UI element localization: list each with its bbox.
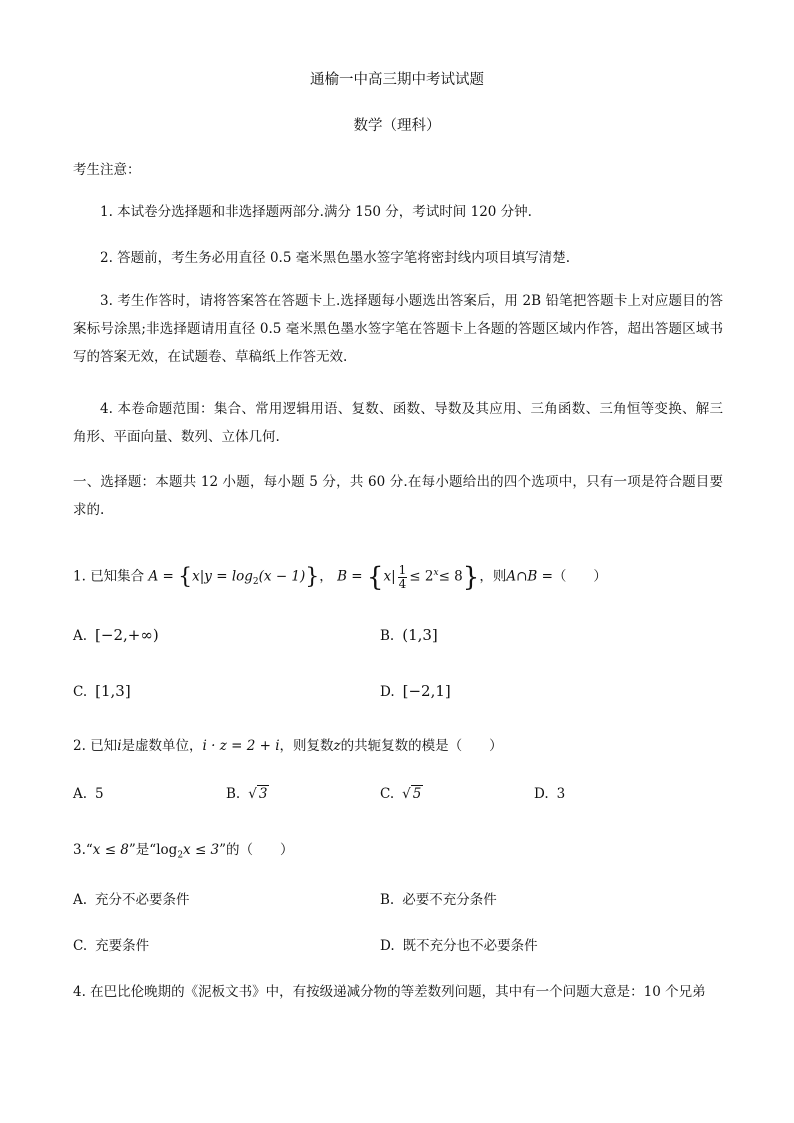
question-number: 1. — [73, 568, 86, 585]
notice-heading: 考生注意： — [73, 162, 141, 178]
fraction: $\frac{1}{4}$ — [398, 562, 407, 591]
set-a-argument: (x − 1) — [258, 568, 306, 585]
notice-item: 3. 考生作答时，请将答案答在答题卡上.选择题每小题选出答案后，用 2B 铅笔把答题卡上对应题目的答案标号涂黑;非选择题请用直径 0.5 毫米黑色墨水签字笔在答题卡上各题的答题区域内作答，超出答题区域书写的答案无效，在试题卷、草稿纸上作答无效. — [73, 293, 723, 365]
equation: i · z = 2 + i — [202, 738, 280, 754]
notice-item: 4. 本卷命题范围：集合、常用逻辑用语、复数、函数、导数及其应用、三角函数、三角恒等变换、解三角形、平面向量、数列、立体几何. — [73, 401, 723, 445]
notice-item: 2. 答题前，考生务必用直径 0.5 毫米黑色墨水签字笔将密封线内项目填写清楚. — [100, 250, 571, 266]
inequality: ≤ 2 — [409, 568, 434, 585]
option-c: C. √ 5 — [380, 786, 422, 802]
option-d: D. 3 — [534, 786, 566, 802]
option-b: B. 必要不充分条件 — [380, 892, 497, 908]
option-c: C. [1,3] — [73, 682, 131, 700]
option-a: A. [−2,+∞) — [73, 626, 159, 644]
question-1: 1. 已知集合 $A = \{x|y = \log_2(x - 1)\}$， B = {x| $\frac{1}{4}$ ≤ $2^x\le 8$}，则A∩B =（ ） — [73, 562, 607, 593]
option-b: B. (1,3] — [380, 626, 438, 644]
question-2: 2. 已知i是虚数单位，i · z = 2 + i，则复数z的共轭复数的模是（ ） — [73, 738, 503, 754]
question-3: 3.“x ≤ 8”是“$\log_2x \le 3$”的（ ） — [73, 842, 294, 861]
set-b-symbol: B — [337, 568, 348, 585]
option-b: B. √ 3 — [226, 786, 268, 802]
inequality-end: ≤ 8 — [438, 568, 463, 585]
option-d: D. 既不充分也不必要条件 — [380, 938, 538, 954]
section-heading: 一、选择题：本题共 12 小题，每小题 5 分，共 60 分.在每小题给出的四个选项中，只有一项是符合题目要求的. — [73, 474, 723, 518]
sqrt-expression: √ 5 — [402, 786, 422, 802]
option-c: C. 充要条件 — [73, 938, 150, 954]
question-text: 已知集合 — [90, 568, 145, 585]
option-a: A. 5 — [73, 786, 104, 802]
exam-subtitle: 数学（理科） — [353, 118, 441, 134]
set-a-definition: x|y = log — [192, 568, 253, 585]
option-a: A. 充分不必要条件 — [73, 892, 190, 908]
sqrt-expression: √ 3 — [248, 786, 268, 802]
question-4: 4. 在巴比伦晚期的《泥板文书》中，有按级递减分物的等差数列问题，其中有一个问题大意是：10 个兄弟 — [73, 984, 706, 1000]
exam-title: 通榆一中高三期中考试试题 — [310, 72, 484, 88]
notice-item: 1. 本试卷分选择题和非选择题两部分.满分 150 分，考试时间 120 分钟. — [100, 204, 532, 220]
option-d: D. [−2,1] — [380, 682, 451, 700]
log-base: 2 — [252, 577, 259, 588]
exponent: x — [433, 568, 439, 578]
set-a-symbol: A — [148, 568, 159, 585]
intersection-expr: A∩B = — [506, 568, 553, 585]
